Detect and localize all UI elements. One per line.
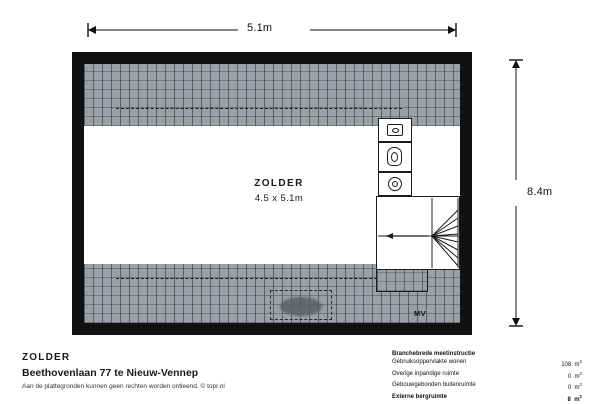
- legend-row: [392, 381, 582, 393]
- footer-text-block: [22, 352, 225, 390]
- room-label: [204, 176, 354, 206]
- staircase-steps: [376, 196, 462, 274]
- footer-disclaimer: Aan de plattegronden kunnen geen rechten worden ontleend. © topr.nl: [22, 383, 225, 390]
- legend-row-value: 0 $m^2$: [567, 382, 582, 392]
- mv-label: MV: [414, 309, 427, 318]
- footer-title: ZOLDER: [22, 352, 71, 363]
- dimension-label-height: 8.4m: [527, 186, 553, 198]
- skylight-glow: [280, 297, 322, 316]
- legend-row: [392, 393, 582, 404]
- room-name: ZOLDER: [254, 178, 304, 189]
- legend-row-label: Externe bergruimte: [392, 393, 448, 400]
- legend-row: [392, 358, 582, 370]
- ridge-line-bottom: [116, 278, 402, 279]
- legend-row-label: Overige inpandige ruimte: [392, 370, 460, 377]
- dimension-label-width: 5.1m: [247, 22, 273, 34]
- legend-row-label: Gebruiksoppervlakte wonen: [392, 359, 467, 365]
- legend-row-label: Gebouwgebonden buitenruimte: [392, 382, 476, 389]
- toilet-icon: [388, 177, 402, 191]
- footer-address: Beethovenlaan 77 te Nieuw-Vennep: [22, 367, 199, 379]
- legend-row: [392, 370, 582, 382]
- interior-area: [84, 64, 460, 323]
- boiler-icon: [387, 147, 402, 166]
- washer-icon: [387, 124, 403, 136]
- room-size: 4.5 x 5.1m: [254, 193, 304, 204]
- exterior-wall: [72, 52, 472, 335]
- legend-rows: [392, 358, 582, 404]
- measurement-legend: [392, 351, 582, 404]
- dimension-line-right: [500, 0, 540, 348]
- ridge-line-top: [116, 108, 402, 109]
- legend-row-value: 0 $m^2$: [567, 370, 582, 380]
- legend-row-value: 8 $m^2$: [567, 393, 582, 403]
- footer: [0, 348, 600, 403]
- roof-slope-hatch-top: [84, 64, 460, 126]
- legend-title: Branchebrede meetinstructie: [392, 351, 476, 357]
- legend-row-value: 108 $m^2$: [561, 359, 582, 368]
